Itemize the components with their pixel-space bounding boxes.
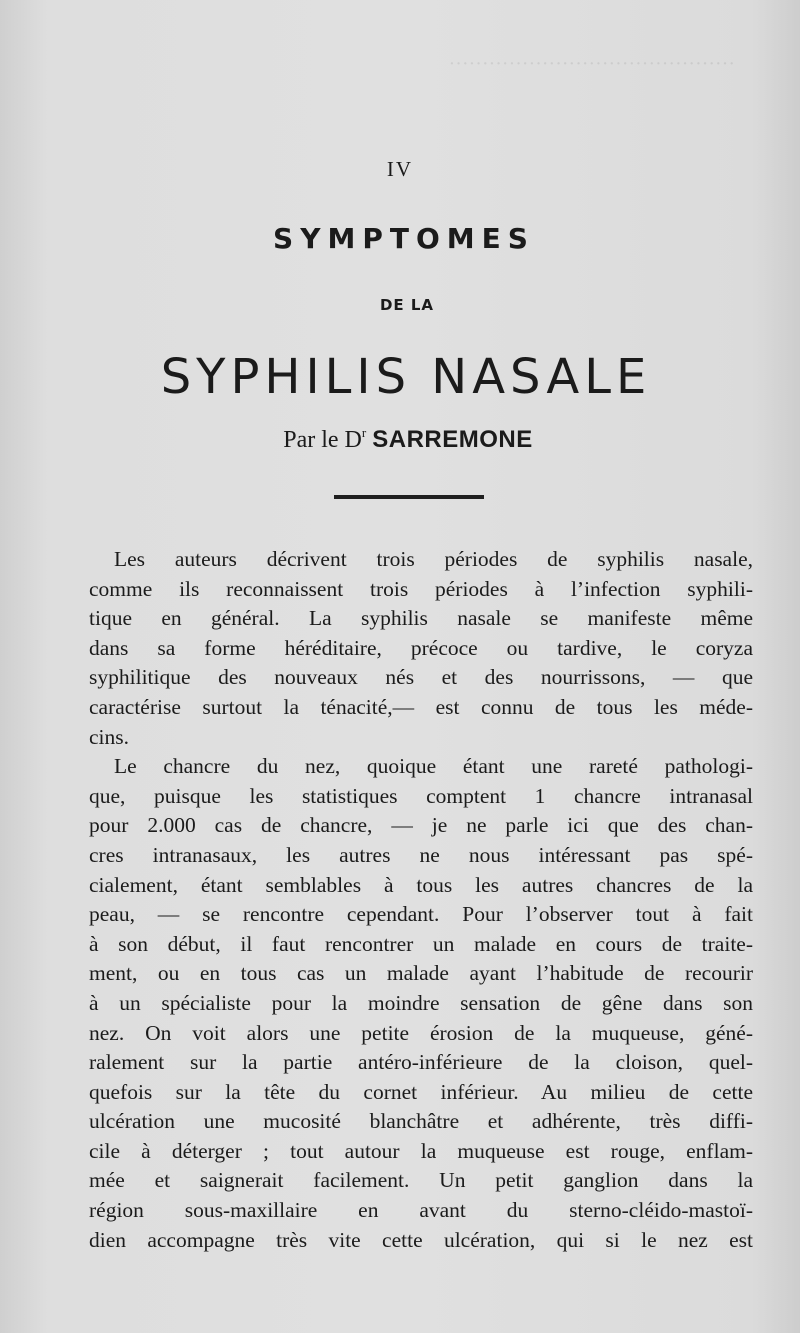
text-line: dans sa forme héréditaire, précoce ou tardive, le coryza — [89, 635, 753, 660]
text-line: syphilitique des nouveaux nés et des nourrissons, — que — [89, 665, 753, 690]
body-text — [89, 545, 753, 1255]
text-line: comme ils reconnaissent trois périodes à l’infection syphili- — [89, 576, 753, 601]
text-line: Les auteurs décrivent trois périodes de syphilis nasale, — [114, 547, 753, 571]
text-line: dien accompagne très vite cette ulcération, qui si le nez est — [89, 1227, 753, 1252]
heading-symptomes: SYMPTOMES — [273, 222, 535, 255]
text-line: à un spécialiste pour la moindre sensation de gêne dans son — [89, 990, 753, 1015]
chapter-number: IV — [386, 157, 414, 181]
byline — [0, 425, 800, 454]
text-line: cins. — [89, 724, 130, 749]
text-line: cres intranasaux, les autres ne nous intéressant pas spé- — [89, 842, 753, 867]
text-line: ulcération une mucosité blanchâtre et adhérente, très diffi- — [89, 1109, 753, 1134]
page-title: SYPHILIS NASALE — [160, 349, 652, 405]
text-line: quefois sur la tête du cornet inférieur. Au milieu de cette — [89, 1079, 753, 1104]
text-line: cialement, étant semblables à tous les autres chancres de la — [89, 872, 753, 897]
text-line: pour 2.000 cas de chancre, — je ne parle ici que des chan- — [89, 813, 753, 838]
text-line: peau, — se rencontre cependant. Pour l’observer tout à fait — [89, 902, 753, 927]
byline-title — [345, 427, 367, 453]
show-through-text: ··········································· — [448, 53, 735, 75]
text-line: tique en général. La syphilis nasale se manifeste même — [89, 606, 753, 631]
byline-title-sup: r — [361, 425, 367, 440]
separator-rule — [334, 495, 484, 499]
text-line: à son début, il faut rencontrer un malade en cours de traite- — [89, 931, 753, 956]
byline-prefix: Par le — [283, 427, 339, 453]
text-line: ment, ou en tous cas un malade ayant l’habitude de recourir — [89, 961, 753, 986]
text-line: Le chancre du nez, quoique étant une rareté pathologi- — [114, 754, 753, 779]
text-line: que, puisque les statistiques comptent 1 chancre intranasal — [89, 783, 753, 808]
text-line: caractérise surtout la ténacité,— est connu de tous les méde- — [89, 694, 753, 719]
text-line: mée et saignerait facilement. Un petit ganglion dans la — [89, 1168, 753, 1193]
text-line: ralement sur la partie antéro-inférieure de la cloison, quel- — [89, 1050, 753, 1075]
byline-author: SARREMONE — [372, 426, 533, 453]
text-line: cile à déterger ; tout autour la muqueuse est rouge, enflam- — [89, 1138, 753, 1163]
text-line: nez. On voit alors une petite érosion de la muqueuse, géné- — [89, 1020, 753, 1045]
heading-de-la: DE LA — [379, 296, 435, 314]
text-line: région sous-maxillaire en avant du sterno-cléido-mastoï- — [89, 1198, 753, 1223]
byline-title-letter: D — [344, 427, 362, 453]
